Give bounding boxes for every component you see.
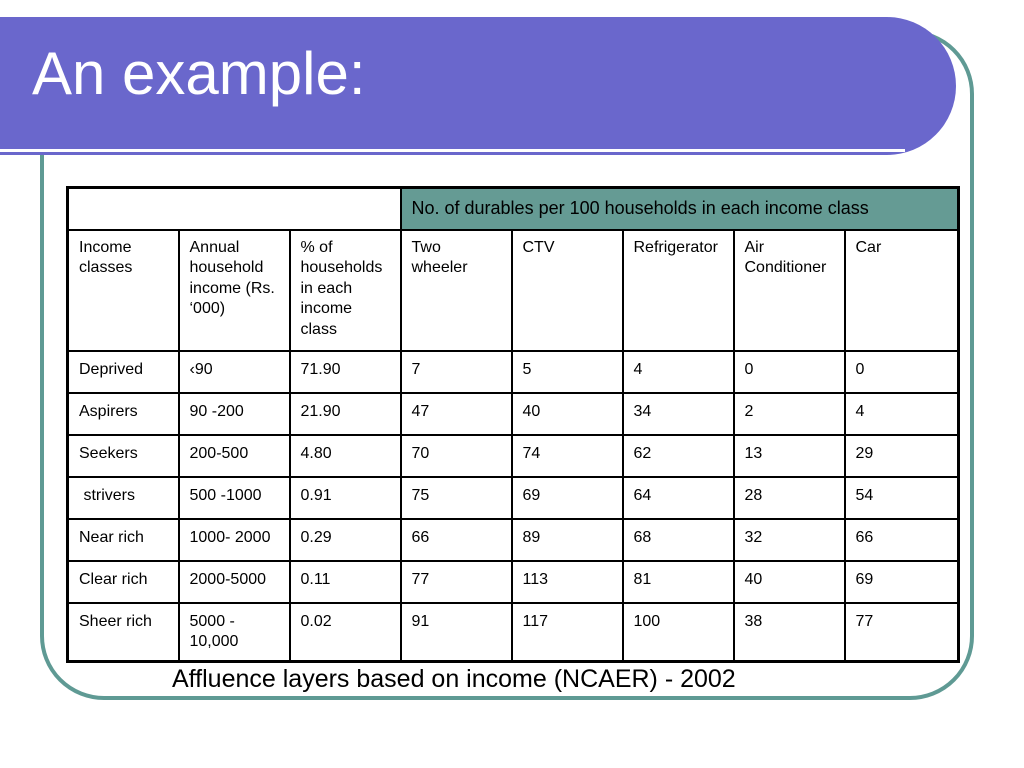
- table-cell: 69: [512, 477, 623, 519]
- table-cell: 77: [845, 603, 959, 662]
- table-cell: 0.29: [290, 519, 401, 561]
- table-cell: 81: [623, 561, 734, 603]
- column-header: Air Conditioner: [734, 230, 845, 351]
- table-row: [68, 519, 959, 561]
- table-cell: 13: [734, 435, 845, 477]
- table-cell: 2: [734, 393, 845, 435]
- slide-title: An example:: [32, 40, 366, 107]
- table-cell: 0.02: [290, 603, 401, 662]
- table-row: [68, 351, 959, 393]
- table-cell: Deprived: [68, 351, 179, 393]
- table-row: [68, 477, 959, 519]
- group-header-row: [68, 188, 959, 230]
- table-cell: 40: [734, 561, 845, 603]
- table-cell: 64: [623, 477, 734, 519]
- table-cell: 34: [623, 393, 734, 435]
- table-cell: Near rich: [68, 519, 179, 561]
- table-cell: 69: [845, 561, 959, 603]
- table-cell: Aspirers: [68, 393, 179, 435]
- column-header: Car: [845, 230, 959, 351]
- table-cell: 1000- 2000: [179, 519, 290, 561]
- table-cell: 32: [734, 519, 845, 561]
- table-cell: 66: [401, 519, 512, 561]
- table-cell: 0: [734, 351, 845, 393]
- table-cell: 7: [401, 351, 512, 393]
- empty-header-cell: [68, 188, 401, 230]
- table-cell: 0: [845, 351, 959, 393]
- table-cell: 0.91: [290, 477, 401, 519]
- column-header: % of households in each income class: [290, 230, 401, 351]
- table-cell: 5000 - 10,000: [179, 603, 290, 662]
- table-cell: ‹90: [179, 351, 290, 393]
- table-cell: 21.90: [290, 393, 401, 435]
- table-cell: 74: [512, 435, 623, 477]
- table-cell: 4: [623, 351, 734, 393]
- table-cell: 71.90: [290, 351, 401, 393]
- table-cell: 62: [623, 435, 734, 477]
- group-header-cell: No. of durables per 100 households in each income class: [401, 188, 959, 230]
- table-cell: 66: [845, 519, 959, 561]
- table-cell: 4: [845, 393, 959, 435]
- table-row: [68, 561, 959, 603]
- table-cell: 91: [401, 603, 512, 662]
- title-underline: [0, 149, 905, 152]
- column-header-row: [68, 230, 959, 351]
- table-cell: 500 -1000: [179, 477, 290, 519]
- column-header: Refrigerator: [623, 230, 734, 351]
- table-cell: strivers: [68, 477, 179, 519]
- table-cell: 70: [401, 435, 512, 477]
- table-cell: 54: [845, 477, 959, 519]
- table-cell: 90 -200: [179, 393, 290, 435]
- column-header: CTV: [512, 230, 623, 351]
- table-cell: 29: [845, 435, 959, 477]
- table-row: [68, 435, 959, 477]
- durables-table: [66, 186, 960, 663]
- table-cell: 5: [512, 351, 623, 393]
- table-cell: 28: [734, 477, 845, 519]
- column-header: Two wheeler: [401, 230, 512, 351]
- table-cell: 2000-5000: [179, 561, 290, 603]
- table-cell: 47: [401, 393, 512, 435]
- column-header: Income classes: [68, 230, 179, 351]
- column-header: Annual household income (Rs. ‘000): [179, 230, 290, 351]
- table-cell: 0.11: [290, 561, 401, 603]
- table-cell: 75: [401, 477, 512, 519]
- table-cell: Seekers: [68, 435, 179, 477]
- table-cell: Clear rich: [68, 561, 179, 603]
- table-cell: 77: [401, 561, 512, 603]
- table-cell: Sheer rich: [68, 603, 179, 662]
- table-cell: 40: [512, 393, 623, 435]
- table-cell: 113: [512, 561, 623, 603]
- table-cell: 38: [734, 603, 845, 662]
- table-row: [68, 603, 959, 662]
- slide-caption: Affluence layers based on income (NCAER) - 2002: [172, 665, 736, 693]
- table-cell: 89: [512, 519, 623, 561]
- table-row: [68, 393, 959, 435]
- table-cell: 68: [623, 519, 734, 561]
- table-cell: 100: [623, 603, 734, 662]
- table-cell: 200-500: [179, 435, 290, 477]
- table-cell: 4.80: [290, 435, 401, 477]
- table-cell: 117: [512, 603, 623, 662]
